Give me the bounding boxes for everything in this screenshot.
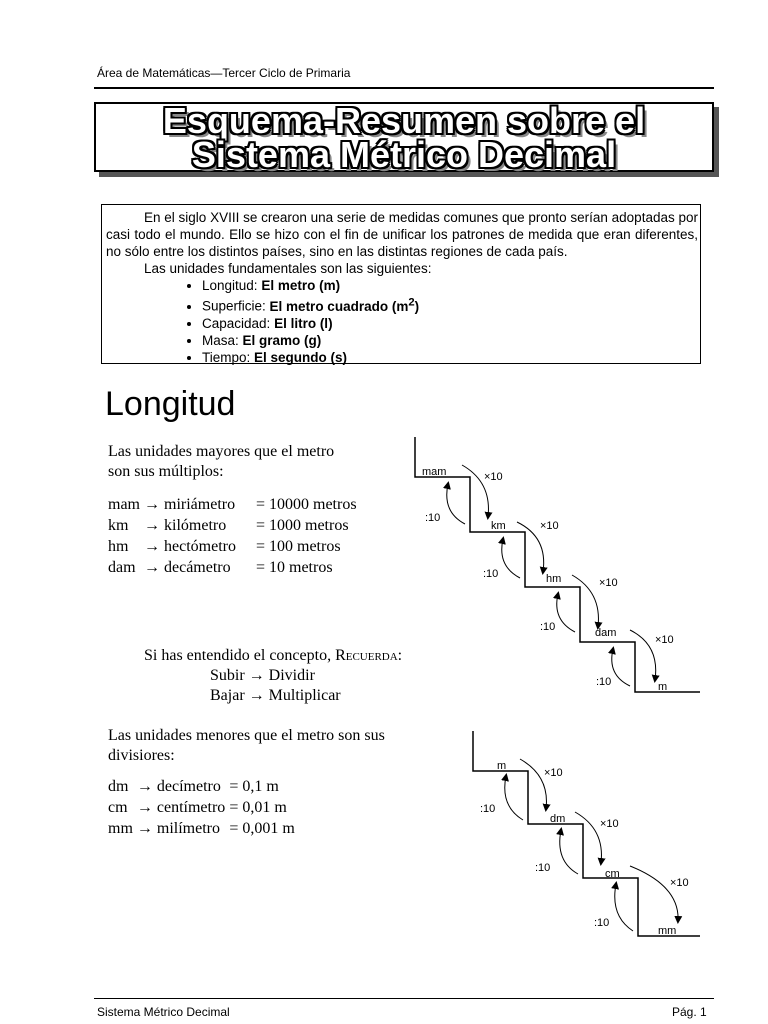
multiples-intro-line: Las unidades mayores que el metro: [108, 443, 335, 460]
multiply-arrow: [572, 575, 598, 627]
step-label: dam: [595, 627, 617, 639]
multiply-arrow: [630, 866, 678, 921]
unit-item-tiempo: [202, 349, 698, 366]
unit-item-capacidad: [202, 315, 698, 332]
division-value: 0,1 m: [242, 778, 279, 795]
intro-box: [101, 204, 701, 364]
multiple-value: 10000 metros: [269, 496, 357, 513]
divide-label: :10: [596, 676, 612, 688]
divide-arrow: [560, 830, 578, 874]
title-box: [94, 100, 714, 175]
unit-value: El segundo (s): [254, 349, 348, 365]
unit-value: El gramo (g): [242, 332, 322, 348]
multiply-arrow: [630, 630, 656, 680]
title-line-1: Esquema-Resumen sobre el: [162, 100, 646, 141]
multiples-table: [108, 494, 361, 578]
multiple-row: [108, 536, 361, 557]
remember-up: Subir → Dividir: [210, 667, 315, 684]
unit-value-tail: ): [414, 298, 420, 314]
unit-item-masa: [202, 332, 698, 349]
division-value: 0,01 m: [242, 799, 287, 816]
intro-paragraph: En el siglo XVIII se crearon una serie de medidas comunes que pronto serían adoptadas por casi todo el mundo. Ello se hizo con el fin de unificar los patrones de medida que eran diferentes, no sólo entre los distintos países, sino en las distintas regiones de cada país.: [106, 210, 698, 259]
unit-label: Masa:: [202, 332, 243, 348]
multiply-label: ×10: [540, 520, 559, 532]
equals: =: [255, 538, 265, 555]
division-abbr: dm: [108, 778, 129, 795]
division-name: milímetro: [156, 820, 220, 837]
division-abbr: mm: [108, 820, 133, 837]
equals: =: [229, 778, 239, 795]
division-abbr: cm: [108, 799, 128, 816]
step-label: hm: [546, 573, 562, 585]
unit-value: El metro (m): [261, 278, 341, 293]
divisions-intro: [108, 726, 385, 766]
multiple-value: 1000 metros: [269, 517, 349, 534]
arrow: →: [144, 559, 160, 576]
multiply-arrow: [520, 759, 546, 809]
footer-rule: [94, 998, 714, 999]
arrow: →: [136, 820, 153, 837]
equals: =: [255, 559, 265, 576]
multiple-row: [108, 557, 361, 578]
page-header: Área de Matemáticas—Tercer Ciclo de Primaria: [97, 66, 351, 80]
division-row: [108, 818, 299, 839]
arrow: →: [144, 517, 160, 534]
multiply-label: ×10: [655, 634, 674, 646]
multiply-label: ×10: [599, 577, 618, 589]
divide-label: :10: [535, 862, 551, 874]
multiple-abbr: mam: [108, 496, 140, 513]
divisions-table: [108, 776, 299, 839]
equals: =: [255, 517, 265, 534]
unit-item-superficie: [202, 294, 698, 315]
divide-arrow: [505, 776, 523, 820]
multiply-arrow: [575, 812, 601, 863]
multiply-label: ×10: [600, 818, 619, 830]
remember-block: [144, 646, 402, 706]
multiples-staircase-diagram: [400, 432, 710, 702]
divisions-staircase-diagram: [460, 726, 710, 946]
step-label: m: [497, 760, 507, 772]
divisions-intro-line: divisiores:: [108, 747, 175, 764]
footer-title: Sistema Métrico Decimal: [97, 1005, 230, 1019]
arrow: →: [136, 778, 153, 795]
divide-arrow: [502, 539, 520, 578]
unit-label: Capacidad:: [202, 315, 275, 331]
step-label: m: [658, 681, 668, 693]
multiply-label: ×10: [670, 877, 689, 889]
arrow: →: [144, 538, 160, 555]
divide-label: :10: [594, 917, 610, 929]
multiple-abbr: dam: [108, 559, 136, 576]
multiply-label: ×10: [544, 767, 563, 779]
intro-units-lead: Las unidades fundamentales son las siguientes:: [144, 261, 432, 276]
units-list: [106, 277, 698, 366]
equals: =: [229, 820, 239, 837]
equals: =: [255, 496, 265, 513]
page-number: Pág. 1: [672, 1005, 707, 1019]
step-label: mam: [422, 466, 447, 478]
unit-label: Longitud:: [202, 278, 262, 293]
equals: =: [229, 799, 239, 816]
divide-label: :10: [540, 621, 556, 633]
division-name: centímetro: [156, 799, 226, 816]
remember-line: [144, 646, 402, 666]
division-name: decímetro: [156, 778, 221, 795]
staircase-line: [415, 437, 700, 692]
multiples-intro-line: son sus múltiplos:: [108, 463, 224, 480]
title-line-2: Sistema Métrico Decimal: [191, 134, 617, 175]
multiples-intro: [108, 442, 334, 482]
multiply-label: ×10: [484, 471, 503, 483]
step-label: km: [491, 520, 506, 532]
division-row: [108, 797, 299, 818]
remember-down: Bajar → Multiplicar: [210, 687, 341, 704]
division-row: [108, 776, 299, 797]
division-value: 0,001 m: [242, 820, 295, 837]
multiple-name: decámetro: [164, 559, 231, 576]
divisions-intro-line: Las unidades menores que el metro son sus: [108, 727, 385, 744]
divide-arrow: [612, 649, 630, 686]
divide-label: :10: [425, 512, 441, 524]
multiple-name: miriámetro: [164, 496, 236, 513]
multiple-row: [108, 515, 361, 536]
divide-arrow: [447, 484, 465, 524]
divide-label: :10: [480, 803, 496, 815]
multiple-name: kilómetro: [164, 517, 227, 534]
divide-arrow: [615, 884, 633, 931]
remember-keyword: Recuerda:: [335, 647, 403, 664]
section-title-longitud: Longitud: [105, 385, 236, 423]
remember-lead: Si has entendido el concepto,: [144, 647, 336, 664]
unit-value: El litro (l): [274, 315, 333, 331]
multiple-value: 10 metros: [269, 559, 333, 576]
unit-label: Tiempo:: [202, 349, 255, 365]
divide-arrow: [557, 594, 575, 632]
multiple-name: hectómetro: [164, 538, 236, 555]
unit-item-longitud: [202, 277, 698, 294]
multiple-abbr: hm: [108, 538, 129, 555]
step-label: dm: [550, 813, 566, 825]
unit-label: Superficie:: [202, 298, 270, 314]
unit-value: El metro cuadrado (m: [269, 298, 409, 314]
multiple-abbr: km: [108, 517, 129, 534]
arrow: →: [144, 496, 160, 513]
unit-exponent: 2: [408, 296, 415, 308]
arrow: →: [136, 799, 153, 816]
divide-label: :10: [483, 568, 499, 580]
staircase-line: [473, 731, 700, 936]
header-rule: [94, 87, 714, 89]
multiple-value: 100 metros: [269, 538, 341, 555]
multiple-row: [108, 494, 361, 515]
step-label: cm: [605, 868, 620, 880]
step-label: mm: [658, 925, 677, 937]
